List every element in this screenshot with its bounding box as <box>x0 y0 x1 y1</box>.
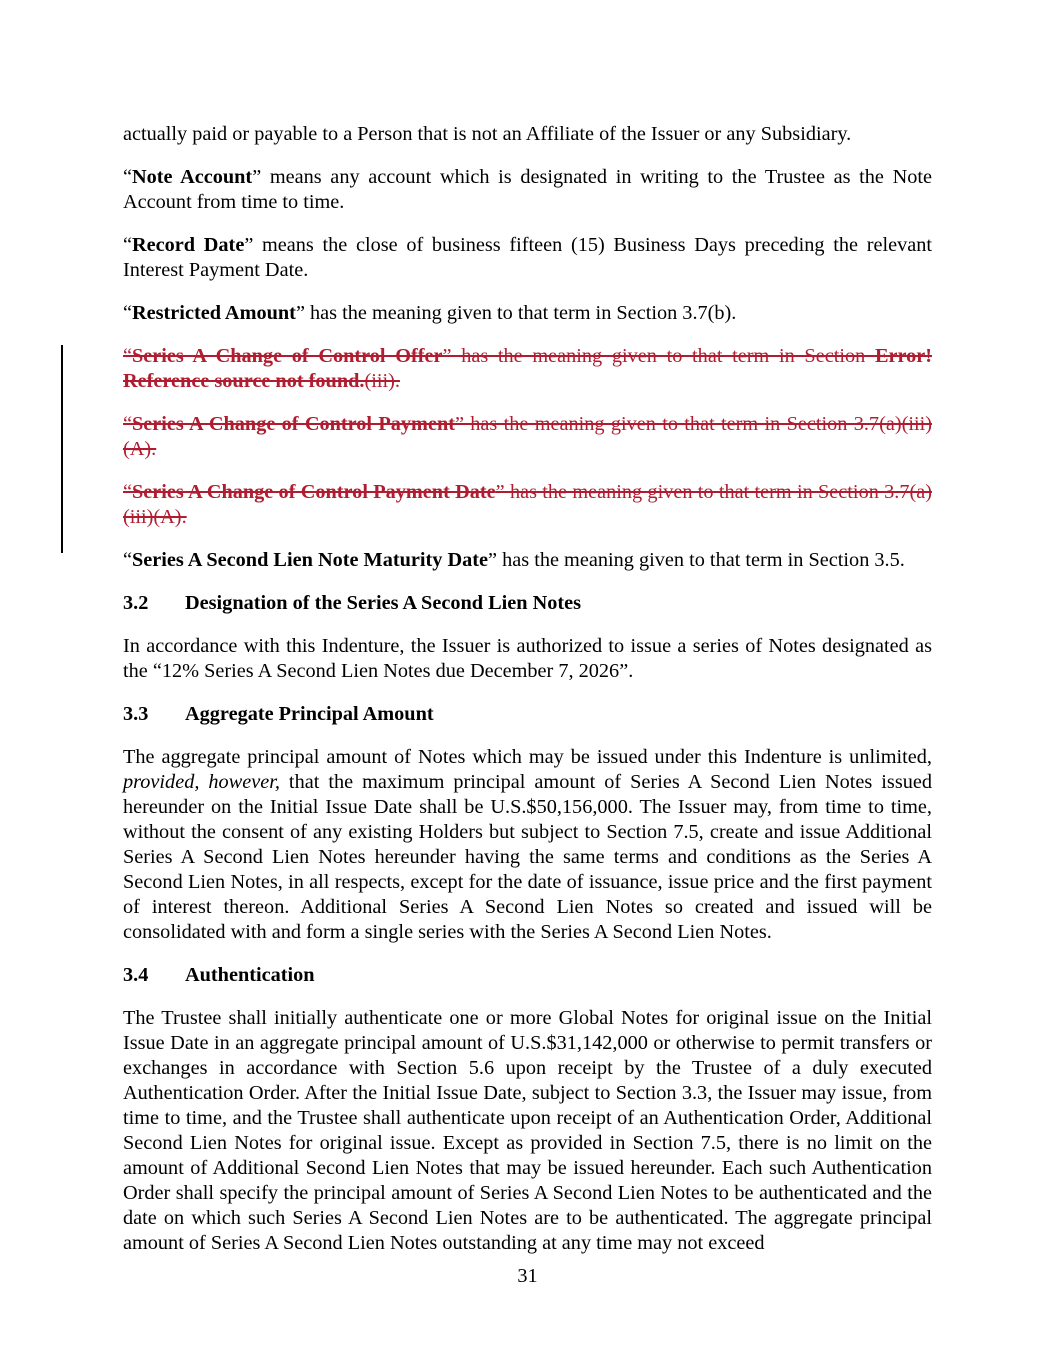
section-number: 3.2 <box>123 592 149 614</box>
text-run: ” has the meaning given to that term in Section <box>442 345 875 367</box>
section-title: Authentication <box>185 964 315 986</box>
text-run: ” has the meaning given to that term in Section 3.7(a)(iii)(A). <box>123 481 932 528</box>
paragraph-designation <box>123 634 932 684</box>
deleted-definition-change-of-control-offer <box>123 344 932 394</box>
open-quote: “ <box>123 345 133 367</box>
defined-term: Series A Change of Control Payment <box>132 413 455 435</box>
open-quote: “ <box>123 302 133 324</box>
defined-term: Series A Change of Control Payment Date <box>132 481 496 503</box>
section-title: Aggregate Principal Amount <box>185 703 434 725</box>
open-quote: “ <box>123 234 133 256</box>
deleted-definition-change-of-control-payment-date <box>123 480 932 530</box>
text-run: The aggregate principal amount of Notes which may be issued under this Indenture is unlimited, <box>123 746 932 768</box>
defined-term: Series A Change of Control Offer <box>132 345 443 367</box>
open-quote: “ <box>123 481 133 503</box>
text-run: In accordance with this Indenture, the Issuer is authorized to issue a series of Notes designated as the “12% Series A Second Lien Notes due December 7, 2026”. <box>123 635 932 682</box>
section-title: Designation of the Series A Second Lien Notes <box>185 592 582 614</box>
paragraph-aggregate-principal <box>123 745 932 945</box>
section-heading-3-4 <box>123 963 932 988</box>
text-run: ” means any account which is designated in writing to the Trustee as the Note Account from time to time. <box>123 166 932 213</box>
paragraph-authentication <box>123 1006 932 1256</box>
defined-term: Series A Second Lien Note Maturity Date <box>132 549 489 571</box>
text-run: ” means the close of business fifteen (15) Business Days preceding the relevant Interest Payment Date. <box>123 234 933 281</box>
definition-restricted-amount <box>123 301 932 326</box>
change-bar <box>61 345 63 553</box>
definition-record-date <box>123 233 932 283</box>
open-quote: “ <box>123 413 133 435</box>
text-run: actually paid or payable to a Person that is not an Affiliate of the Issuer or any Subsidiary. <box>123 123 852 145</box>
text-run: The Trustee shall initially authenticate one or more Global Notes for original issue on the Initial Issue Date in an aggregate principal amount of U.S.$31,142,000 or otherwise to permit transfers or exchanges in accordance with Section 5.6 upon receipt by the Trustee of a duly executed Authentication Order. After the Initial Issue Date, subject to Section 3.3, the Issuer may issue, from time to time, and the Trustee shall authenticate upon receipt of an Authentication Order, Additional Second Lien Notes for original issue. Except as provided in Section 7.5, there is no limit on the amount of Additional Second Lien Notes that may be issued hereunder. Each such Authentication Order shall specify the principal amount of Series A Second Lien Notes to be authenticated and the date on which such Series A Second Lien Notes are to be authenticated. The aggregate principal amount of Series A Second Lien Notes outstanding at any time may not exceed <box>123 1007 932 1254</box>
text-run: that the maximum principal amount of Series A Second Lien Notes issued hereunder on the Initial Issue Date shall be U.S.$50,156,000. The Issuer may, from time to time, without the consent of any existing Holders but subject to Section 7.5, create and issue Additional Series A Second Lien Notes hereunder having the same terms and conditions as the Series A Second Lien Notes, in all respects, except for the date of issuance, issue price and the first payment of interest thereon. Additional Series A Second Lien Notes so created and issued will be consolidated with and form a single series with the Series A Second Lien Notes. <box>123 771 932 943</box>
italic-run: provided, however, <box>123 771 280 793</box>
text-run: (iii). <box>364 370 400 392</box>
error-reference-text: Error! Reference source not found. <box>123 345 932 392</box>
section-number: 3.3 <box>123 703 149 725</box>
defined-term: Note Account <box>132 166 253 188</box>
open-quote: “ <box>123 166 133 188</box>
definition-note-account <box>123 165 932 215</box>
section-number: 3.4 <box>123 964 149 986</box>
page-number: 31 <box>517 1265 538 1287</box>
text-run: ” has the meaning given to that term in Section 3.7(b). <box>295 302 737 324</box>
definition-maturity-date <box>123 548 932 573</box>
deleted-definition-change-of-control-payment <box>123 412 932 462</box>
text-run: ” has the meaning given to that term in Section 3.7(a)(iii)(A). <box>123 413 932 460</box>
paragraph-continued <box>123 122 932 147</box>
section-heading-3-3 <box>123 702 932 727</box>
defined-term: Record Date <box>132 234 245 256</box>
open-quote: “ <box>123 549 133 571</box>
defined-term: Restricted Amount <box>132 302 296 324</box>
section-heading-3-2 <box>123 591 932 616</box>
text-run: ” has the meaning given to that term in Section 3.5. <box>488 549 905 571</box>
